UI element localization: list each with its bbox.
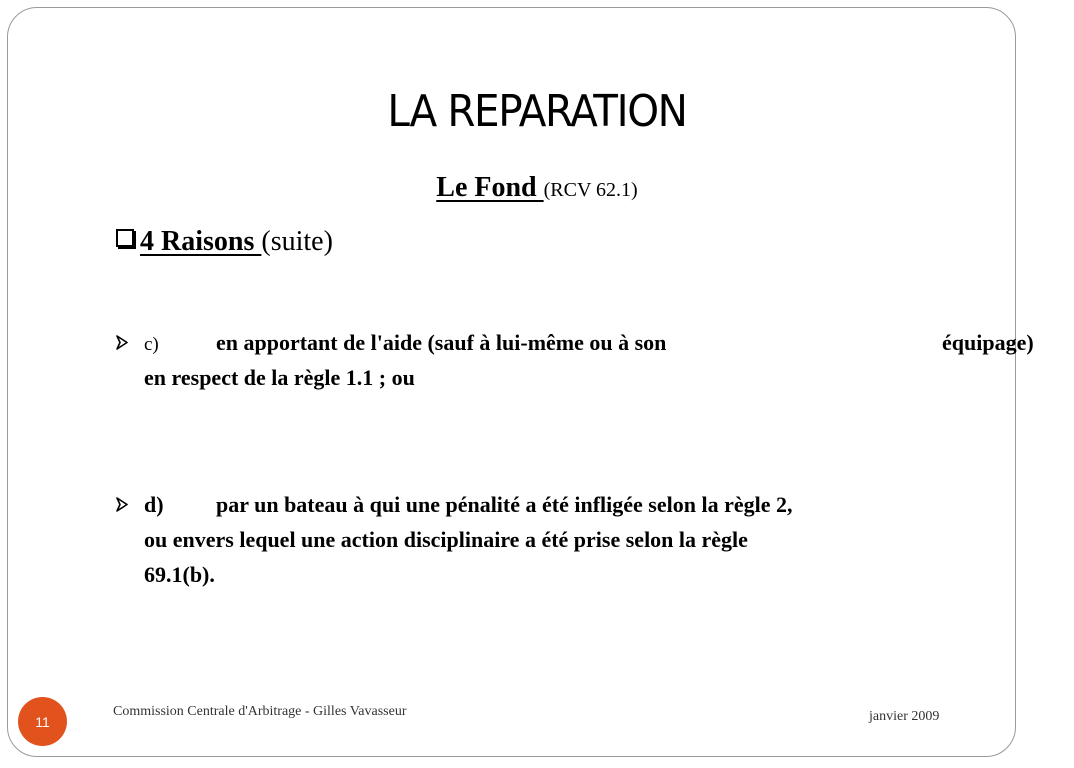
slide-title: LA REPARATION <box>387 86 687 137</box>
item-c <box>114 325 1034 397</box>
raisons-suffix: (suite) <box>261 226 333 257</box>
subtitle <box>0 172 1074 204</box>
arrow-bullet-icon <box>114 487 132 522</box>
subtitle-bold: Le Fond <box>436 172 544 203</box>
item-c-label: c) <box>144 334 159 355</box>
footer-date: janvier 2009 <box>869 709 940 724</box>
item-d-label: d) <box>144 492 164 517</box>
item-c-text-2: en respect de la règle 1.1 ; ou <box>144 365 415 390</box>
item-d-text-1: par un bateau à qui une pénalité a été infligée selon la règle 2, <box>216 492 793 517</box>
raisons-bold: 4 Raisons <box>140 226 262 257</box>
item-c-text-1-end: équipage) <box>942 330 1034 355</box>
item-d <box>114 487 964 595</box>
item-d-text-3: 69.1(b). <box>144 562 215 587</box>
slide-number-badge: 11 <box>18 697 67 746</box>
footer-text: Commission Centrale d'Arbitrage - Gilles Vavasseur <box>113 704 407 719</box>
item-c-line-1 <box>144 325 666 362</box>
item-c-text-1: en apportant de l'aide (sauf à lui-même ou à son <box>216 330 667 355</box>
arrow-bullet-icon <box>114 325 132 360</box>
raisons-heading <box>116 226 333 258</box>
checkbox-bullet-icon <box>116 229 134 247</box>
item-d-text-2: ou envers lequel une action disciplinaire a été prise selon la règle <box>144 527 748 552</box>
item-d-line-1 <box>144 487 792 522</box>
subtitle-reference: (RCV 62.1) <box>543 179 638 201</box>
